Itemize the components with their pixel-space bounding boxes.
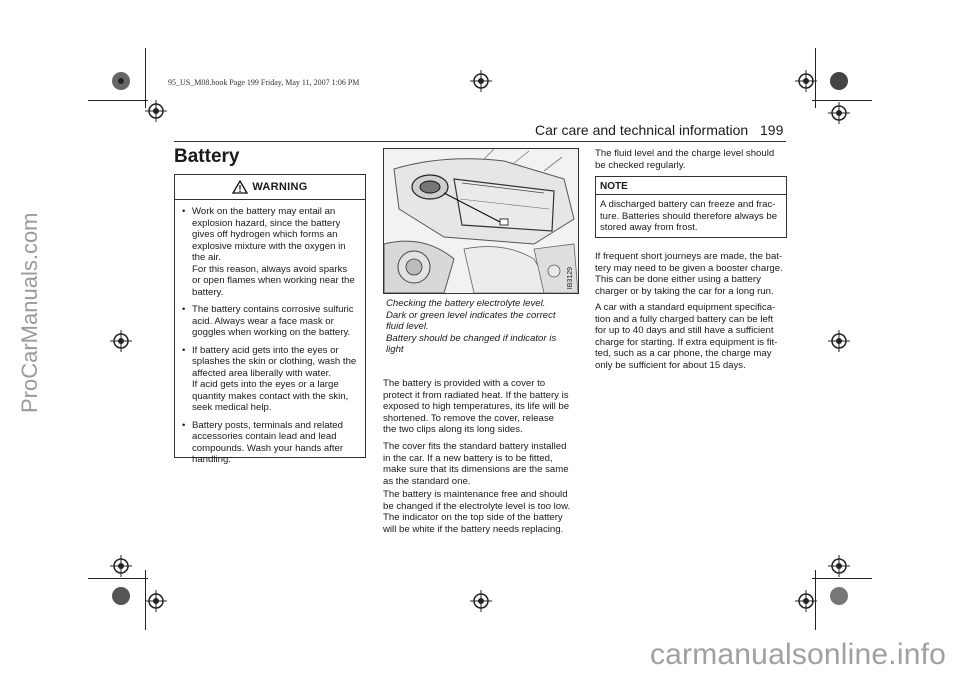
section-title: Battery — [174, 146, 240, 167]
warning-item: • Battery posts, terminals and related accessories contain lead and lead compounds. Wash your hands after handling. — [181, 420, 359, 466]
registration-target-icon — [145, 590, 167, 612]
chapter-title: Car care and technical information — [535, 122, 749, 138]
registration-target-icon — [145, 100, 167, 122]
figure-caption: Checking the battery electrolyte level. Dark or green level indicates the correct fluid level. Battery should be changed if indicator is light — [386, 298, 557, 355]
battery-illustration — [383, 148, 579, 294]
registration-target-icon — [828, 585, 850, 607]
paragraph: The cover fits the standard battery installed in the car. If a new battery is to be fitted, make sure that its dimensions are the same as the standard one. — [383, 441, 569, 487]
warning-triangle-icon — [232, 180, 248, 194]
warning-item: • The battery contains corrosive sulfuric acid. Always wear a face mask or goggles when working on the battery. — [181, 304, 359, 339]
registration-target-icon — [470, 70, 492, 92]
warning-item: • Work on the battery may entail an explosion hazard, since the battery gives off hydrogen which forms an explosive mixture with the oxygen in the air. For this reason, always avoid sparks or open flames when working near the battery. — [181, 206, 359, 298]
note-text: A discharged battery can freeze and frac- ture. Batteries should therefore always be stored away from frost. — [600, 199, 778, 233]
registration-target-icon — [795, 70, 817, 92]
warning-item: • If battery acid gets into the eyes or splashes the skin or clothing, wash the affected area liberally with water. If acid gets into the eyes or a large quantity makes contact with the skin, seek medical help. — [181, 345, 359, 414]
registration-target-icon — [828, 330, 850, 352]
bottom-watermark: carmanualsonline.info — [649, 638, 946, 671]
warning-box — [174, 174, 366, 465]
note-label: NOTE — [596, 177, 786, 195]
paragraph: A car with a standard equipment specifica- tion and a fully charged battery can be left for up to 40 days and still have a sufficient charge for starting. If extra equipment is fit- ted, such as a car phone, the charge may only be sufficient for about 15 days. — [595, 302, 778, 371]
note-box — [595, 176, 787, 238]
page-number: 199 — [760, 122, 784, 138]
registration-target-icon — [110, 330, 132, 352]
print-info: 95_US_M08.book Page 199 Friday, May 11, 2007 1:06 PM — [168, 78, 360, 87]
paragraph: The fluid level and the charge level should be checked regularly. — [595, 148, 775, 171]
paragraph: The battery is provided with a cover to protect it from radiated heat. If the battery is exposed to high temperatures, its life will be shortened. To remove the cover, release the two clips along its long sides. — [383, 378, 570, 435]
header-rule — [174, 141, 786, 142]
warning-list — [175, 200, 365, 466]
engine-bay-drawing — [384, 149, 578, 293]
paragraph: The battery is maintenance free and should be changed if the electrolyte level is too low. The indicator on the top side of the battery will be white if the battery needs replacing. — [383, 489, 571, 535]
registration-target-icon — [828, 70, 850, 92]
warning-label: WARNING — [252, 181, 308, 193]
figure-id: IB3129 — [567, 267, 574, 290]
registration-target-icon — [828, 102, 850, 124]
side-watermark: ProCarManuals.com — [17, 212, 42, 413]
registration-target-icon — [110, 585, 132, 607]
warning-header — [175, 175, 365, 200]
registration-target-icon — [110, 555, 132, 577]
registration-target-icon — [110, 70, 132, 92]
registration-target-icon — [470, 590, 492, 612]
registration-target-icon — [828, 555, 850, 577]
paragraph: If frequent short journeys are made, the bat- tery may need to be given a booster charge. This can be done either using a battery charger or by taking the car for a long run. — [595, 251, 783, 297]
registration-target-icon — [795, 590, 817, 612]
